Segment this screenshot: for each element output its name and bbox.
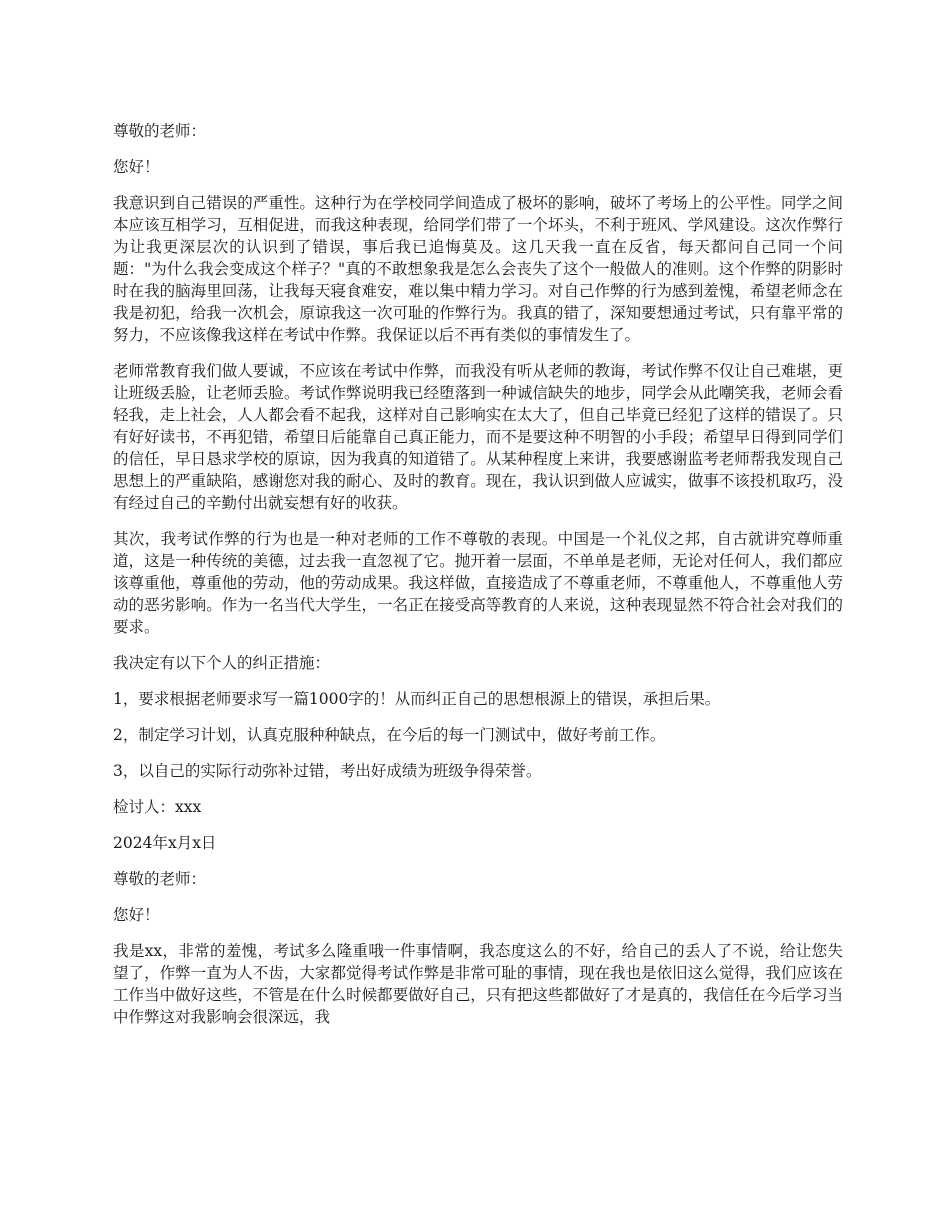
- measure-item: 3，以自己的实际行动弥补过错，考出好成绩为班级争得荣誉。: [113, 762, 542, 780]
- greeting: 您好！: [113, 158, 160, 176]
- signature: 检讨人：xxx: [113, 798, 202, 816]
- measures-heading: 我决定有以下个人的纠正措施：: [113, 654, 331, 672]
- body-paragraph: 老师常教育我们做人要诚，不应该在考试中作弊，而我没有听从老师的教诲，考试作弊不仅让自己难堪，更让班级丢脸，让老师丢脸。考试作弊说明我已经堕落到一种诚信缺失的地步，同学会从此嘲笑我，老师会看轻我，走上社会，人人都会看不起我，这样对自己影响实在太大了，但自己毕竟已经犯了这样的错误了。只有好好读书，不再犯错，希望日后能靠自己真正能力，而不是要这种不明智的小手段；希望早日得到同学们的信任，早日恳求学校的原谅，因为我真的知道错了。从某种程度上来讲，我要感谢监考老师帮我发现自己思想上的严重缺陷，感谢您对我的耐心、及时的教育。现在，我认识到做人应诚实，做事不该投机取巧，没有经过自己的辛勤付出就妄想有好的收获。: [113, 362, 843, 512]
- greeting: 您好！: [113, 906, 160, 924]
- document-page: [113, 120, 843, 1042]
- body-paragraph: 我意识到自己错误的严重性。这种行为在学校同学间造成了极坏的影响，破坏了考场上的公平性。同学之间本应该互相学习，互相促进，而我这种表现，给同学们带了一个坏头，不利于班风、学风建设。这次作弊行为让我更深层次的认识到了错误，事后我已追悔莫及。这几天我一直在反省，每天都问自己同一个问题："为什么我会变成这个样子？"真的不敢想象我是怎么会丧失了这个一般做人的准则。这个作弊的阴影时时在我的脑海里回荡，让我每天寝食难安，难以集中精力学习。对自己作弊的行为感到羞愧，希望老师念在我是初犯，给我一次机会，原谅我这一次可耻的作弊行为。我真的错了，深知要想通过考试，只有靠平常的努力，不应该像我这样在考试中作弊。我保证以后不再有类似的事情发生了。: [113, 194, 843, 344]
- measure-item: 1，要求根据老师要求写一篇1000字的！从而纠正自己的思想根源上的错误，承担后果。: [113, 690, 721, 708]
- salutation: 尊敬的老师：: [113, 870, 207, 888]
- date: 2024年x月x日: [113, 834, 217, 852]
- measure-item: 2，制定学习计划，认真克服种种缺点，在今后的每一门测试中，做好考前工作。: [113, 726, 666, 744]
- body-paragraph: 我是xx，非常的羞愧，考试多么隆重哦一件事情啊，我态度这么的不好，给自己的丢人了不说，给让您失望了，作弊一直为人不齿，大家都觉得考试作弊是非常可耻的事情，现在我也是依旧这么觉得，我们应该在工作当中做好这些，不管是在什么时候都要做好自己，只有把这些都做好了才是真的，我信任在今后学习当中作弊这对我影响会很深远，我: [113, 942, 843, 1026]
- body-paragraph: 其次，我考试作弊的行为也是一种对老师的工作不尊敬的表现。中国是一个礼仪之邦，自古就讲究尊师重道，这是一种传统的美德，过去我一直忽视了它。抛开着一层面，不单单是老师，无论对任何人，我们都应该尊重他，尊重他的劳动，他的劳动成果。我这样做，直接造成了不尊重老师，不尊重他人，不尊重他人劳动的恶劣影响。作为一名当代大学生，一名正在接受高等教育的人来说，这种表现显然不符合社会对我们的要求。: [113, 530, 843, 636]
- salutation: 尊敬的老师：: [113, 122, 207, 140]
